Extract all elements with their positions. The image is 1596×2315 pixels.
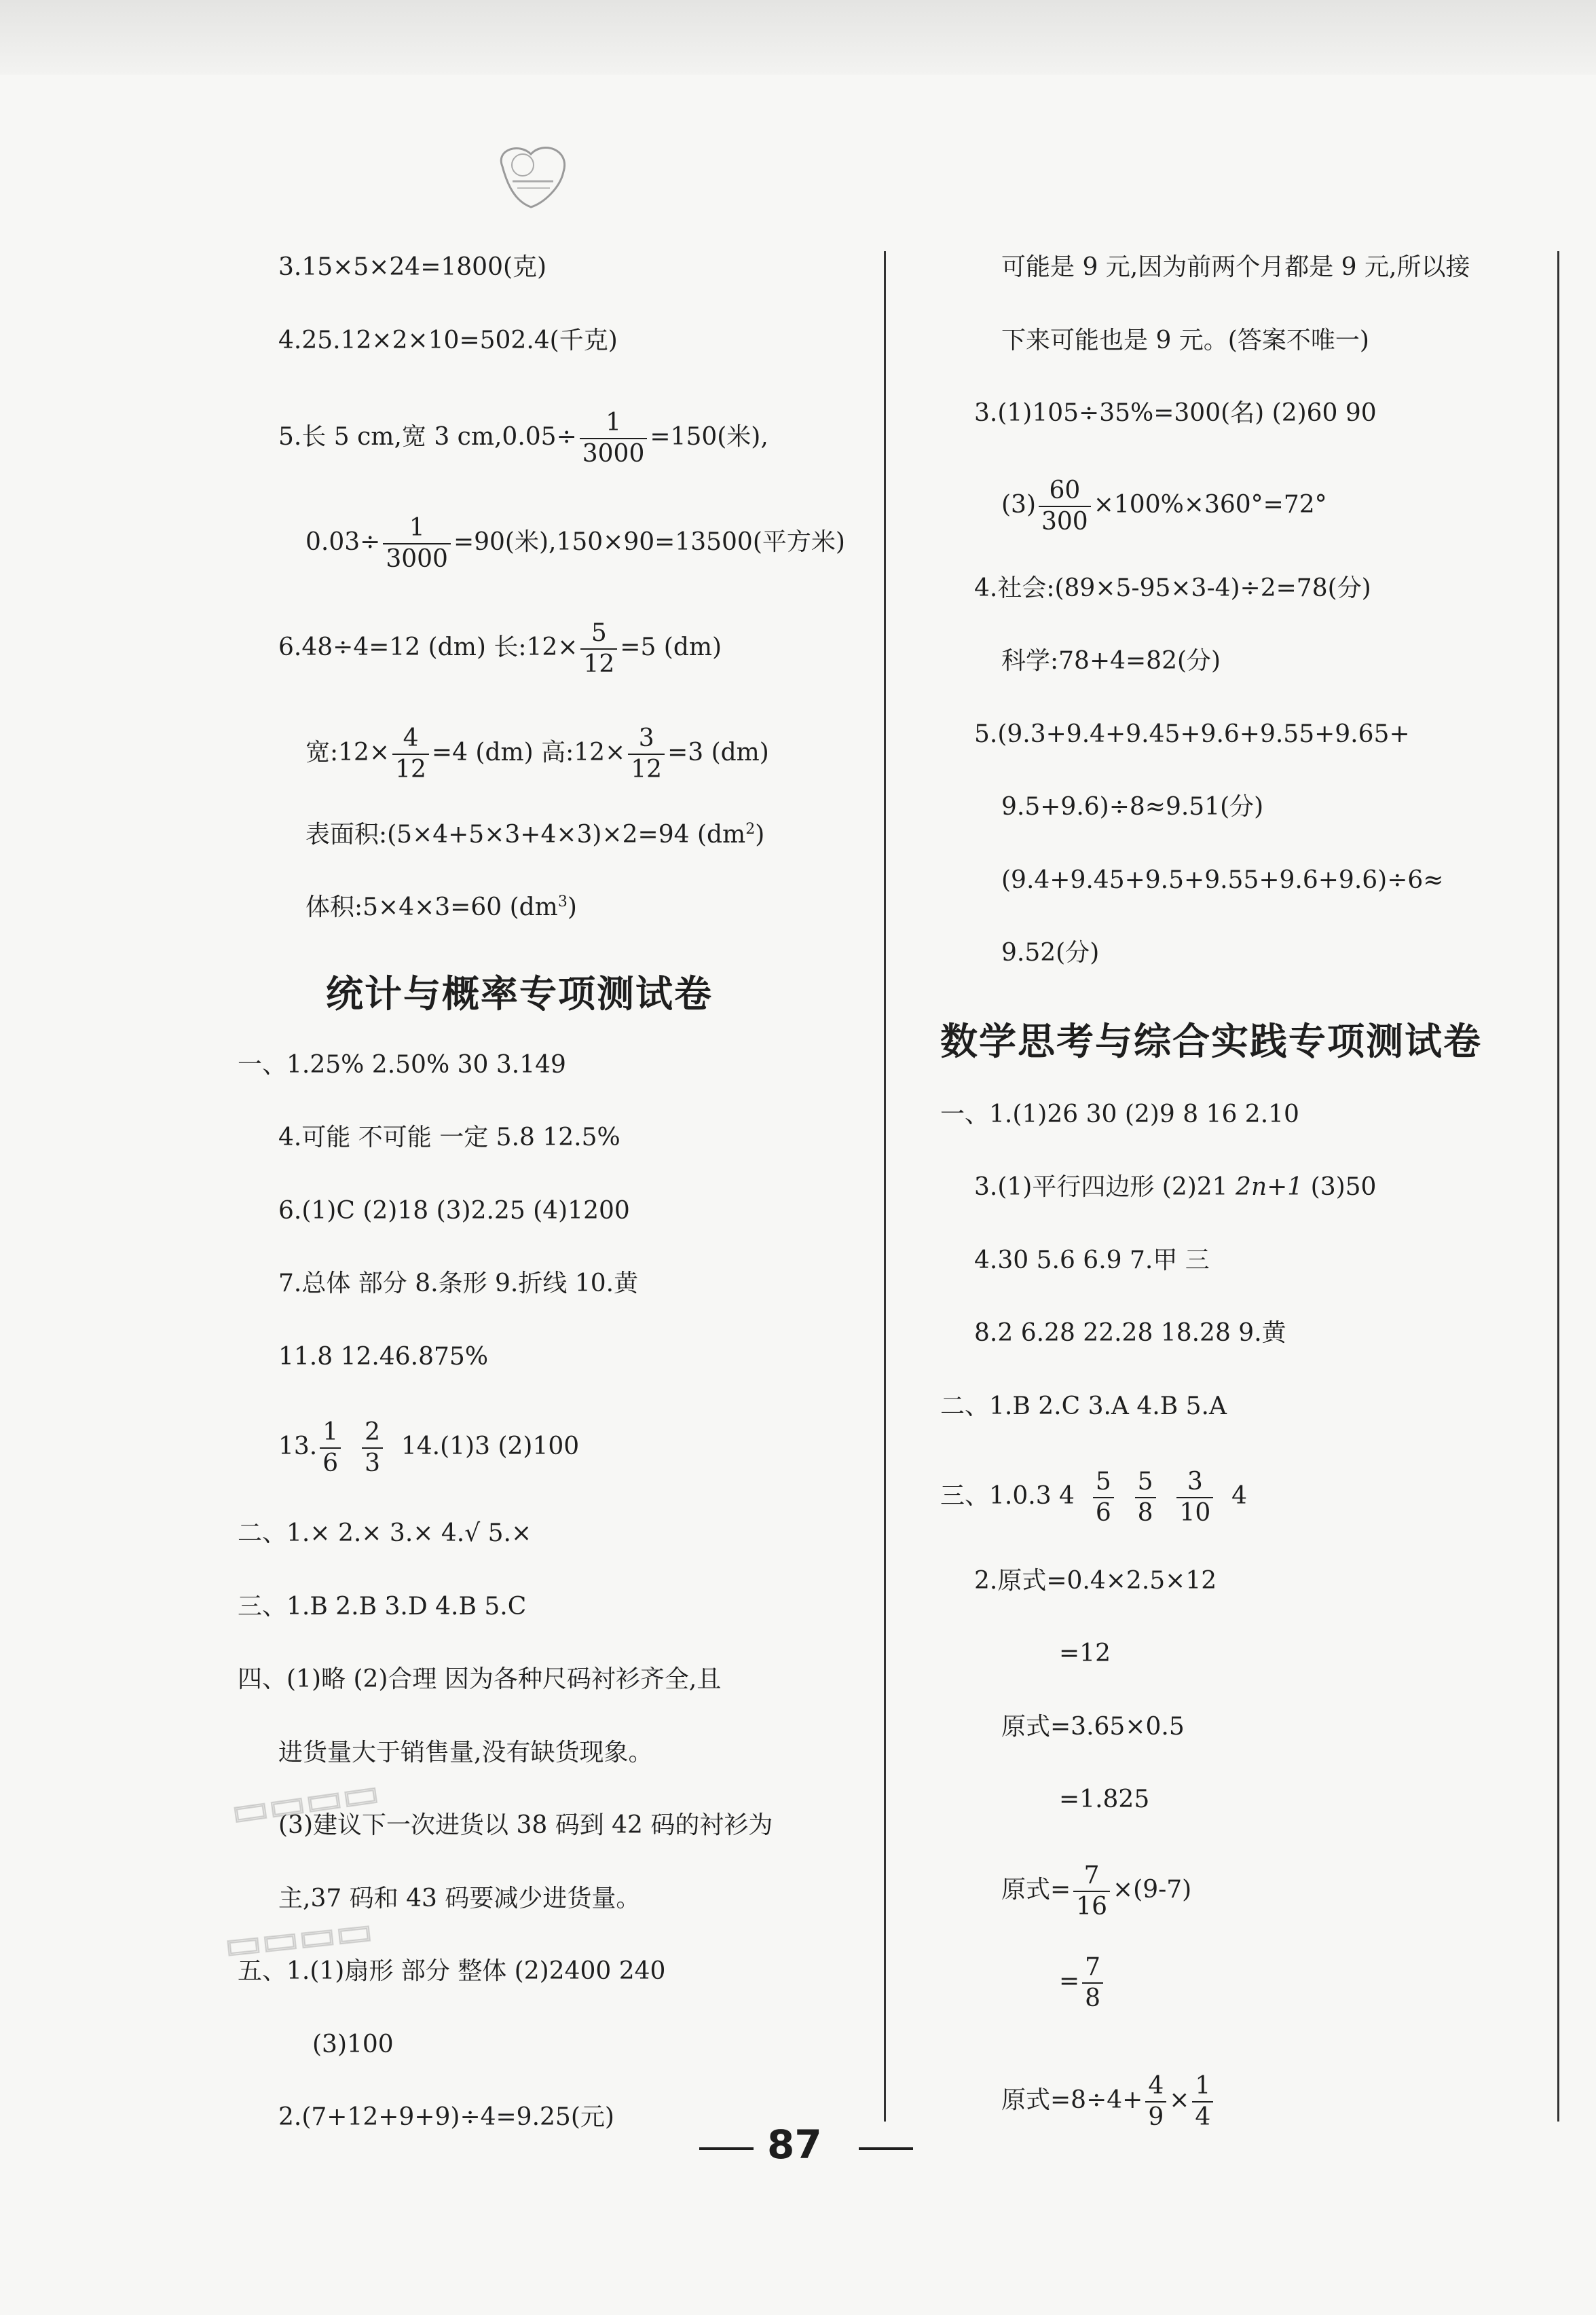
left-line-8: 体积:5×4×3=60 $(dm^3)$: [305, 893, 577, 921]
right-edge-rule: [1557, 251, 1559, 2122]
fraction: $\frac{3}{10}$: [1176, 1470, 1213, 1525]
practice-line-12: = $\frac{7}{8}$: [1059, 1955, 1106, 2011]
left-line-1: 3.15×5×24=1800(克): [278, 253, 547, 281]
right-line-5: 4.社会:(89×5-95×3-4)÷2=78(分): [974, 574, 1371, 602]
right-line-4: (3) $\frac{60}{300}$ ×100%×360°=72°: [1001, 477, 1327, 536]
practice-line-6: 三、1.0.3 4 $\frac{5}{6}$ $\frac{5}{8}$ $\frac{3}{10}$ 4: [940, 1468, 1248, 1527]
fraction: $\frac{1}{3000}$: [580, 411, 648, 466]
stat-line-14: (3)100: [312, 2031, 394, 2058]
stat-line-4: 7.总体 部分 8.条形 9.折线 10.黄: [278, 1270, 639, 1297]
section-title-statistics: 统计与概率专项测试卷: [326, 972, 713, 1016]
watermark: ▭▭▭▭: [222, 1906, 375, 1969]
fraction: $\frac{2}{3}$: [362, 1420, 383, 1476]
stat-line-8: 三、1.B 2.B 3.D 4.B 5.C: [238, 1593, 527, 1620]
practice-line-2: 3.(1)平行四边形 (2)21 2n+1 (3)50: [974, 1173, 1377, 1201]
practice-line-10: =1.825: [1059, 1785, 1150, 1813]
stat-line-2: 4.可能 不可能 一定 5.8 12.5%: [278, 1124, 620, 1151]
right-line-8: 9.5+9.6)÷8≈9.51(分): [1001, 793, 1264, 821]
practice-line-9: 原式=3.65×0.5: [1001, 1713, 1185, 1741]
stat-line-1: 一、1.25% 2.50% 30 3.149: [238, 1051, 566, 1079]
left-line-7: 表面积:(5×4+5×3+4×3)×2=94 $(dm^2)$: [305, 821, 765, 849]
right-line-9: (9.4+9.45+9.5+9.55+9.6+9.6)÷6≈: [1001, 866, 1444, 894]
right-line-7: 5.(9.3+9.4+9.45+9.6+9.55+9.65+: [974, 720, 1410, 748]
fraction: $\frac{7}{16}$: [1073, 1864, 1110, 1919]
left-line-6: 宽:12× $\frac{4}{12}$ =4 (dm) 高:12× $\frac{3}{12}$ =3 (dm): [305, 724, 769, 783]
practice-line-4: 8.2 6.28 22.28 18.28 9.黄: [974, 1319, 1286, 1347]
page-number: 87: [767, 2122, 822, 2168]
scan-top-edge: [0, 0, 1596, 75]
fraction: $\frac{7}{8}$: [1082, 1955, 1103, 2011]
fraction: $\frac{5}{8}$: [1135, 1470, 1156, 1525]
fraction: $\frac{60}{300}$: [1039, 479, 1091, 534]
right-line-10: 9.52(分): [1001, 939, 1100, 967]
stat-line-5: 11.8 12.46.875%: [278, 1343, 489, 1371]
right-line-6: 科学:78+4=82(分): [1001, 647, 1221, 675]
practice-line-5: 二、1.B 2.C 3.A 4.B 5.A: [940, 1392, 1227, 1420]
stat-line-7: 二、1.× 2.× 3.× 4.√ 5.×: [238, 1519, 532, 1547]
right-line-1: 可能是 9 元,因为前两个月都是 9 元,所以接: [1001, 253, 1470, 281]
right-line-2: 下来可能也是 9 元。(答案不唯一): [1001, 327, 1369, 354]
right-line-3: 3.(1)105÷35%=300(名) (2)60 90: [974, 399, 1377, 427]
practice-line-3: 4.30 5.6 6.9 7.甲 三: [974, 1246, 1210, 1274]
stat-line-11: (3)建议下一次进货以 38 码到 42 码的衬衫为: [278, 1811, 773, 1839]
fraction: $\frac{1}{3000}$: [383, 516, 451, 572]
left-line-4: 0.03÷ $\frac{1}{3000}$ =90(米),150×90=13500(平方米): [305, 514, 845, 573]
stat-line-15: 2.(7+12+9+9)÷4=9.25(元): [278, 2103, 614, 2131]
fraction: $\frac{1}{6}$: [320, 1420, 341, 1476]
practice-line-7: 2.原式=0.4×2.5×12: [974, 1567, 1217, 1595]
fraction: $\frac{4}{9}$: [1145, 2074, 1166, 2130]
fraction: $\frac{3}{12}$: [628, 726, 665, 782]
page-number-dash-left: [699, 2147, 754, 2150]
practice-line-1: 一、1.(1)26 30 (2)9 8 16 2.10: [940, 1100, 1299, 1128]
stat-line-6: 13. $\frac{1}{6}$ $\frac{2}{3}$ 14.(1)3 (2)100: [278, 1418, 580, 1477]
practice-line-8: =12: [1059, 1640, 1111, 1667]
fraction: $\frac{4}{12}$: [392, 726, 429, 782]
left-line-2: 4.25.12×2×10=502.4(千克): [278, 327, 618, 354]
practice-line-11: 原式= $\frac{7}{16}$ ×(9-7): [1001, 1862, 1192, 1921]
watermark: ▭▭▭▭: [228, 1768, 382, 1835]
section-title-math-practice: 数学思考与综合实践专项测试卷: [940, 1020, 1483, 1063]
stat-line-12: 主,37 码和 43 码要减少进货量。: [278, 1885, 641, 1912]
column-divider: [884, 251, 886, 2122]
publisher-logo: [489, 139, 577, 210]
fraction: $\frac{5}{6}$: [1093, 1470, 1114, 1525]
left-line-5: 6.48÷4=12 (dm) 长:12× $\frac{5}{12}$ =5 (dm): [278, 619, 722, 678]
page-number-dash-right: [859, 2147, 913, 2150]
fraction: $\frac{1}{4}$: [1192, 2074, 1213, 2130]
practice-line-13: 原式=8÷4+ $\frac{4}{9}$ × $\frac{1}{4}$: [1001, 2074, 1216, 2130]
stat-line-3: 6.(1)C (2)18 (3)2.25 (4)1200: [278, 1197, 630, 1225]
left-line-3: 5.长 5 cm,宽 3 cm,0.05÷ $\frac{1}{3000}$ =150(米),: [278, 409, 768, 468]
stat-line-13: 五、1.(1)扇形 部分 整体 (2)2400 240: [238, 1957, 666, 1985]
fraction: $\frac{5}{12}$: [580, 621, 617, 677]
stat-line-10: 进货量大于销售量,没有缺货现象。: [278, 1739, 653, 1766]
stat-line-9: 四、(1)略 (2)合理 因为各种尺码衬衫齐全,且: [238, 1665, 722, 1693]
